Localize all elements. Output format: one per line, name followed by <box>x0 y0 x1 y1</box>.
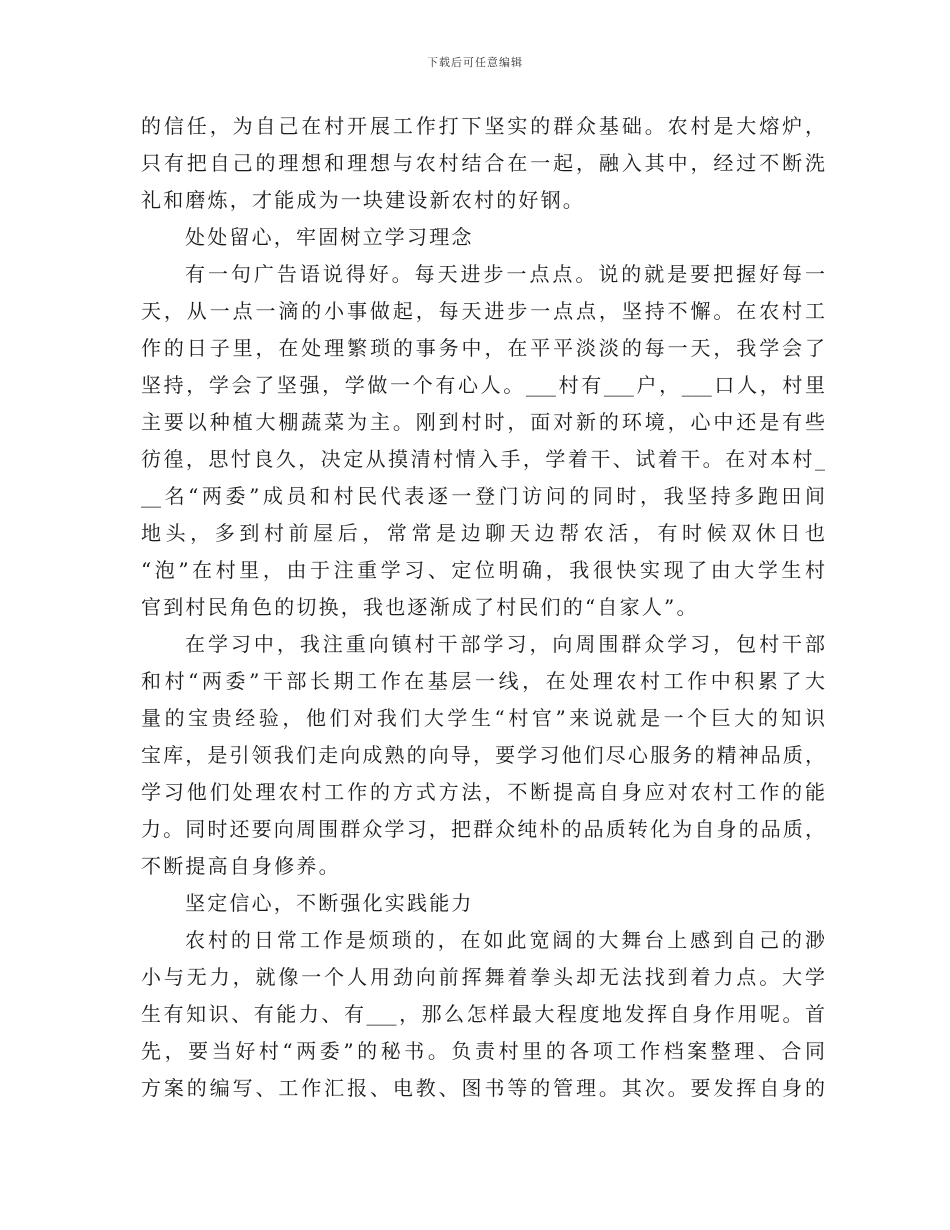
text-line: 坚持，学会了坚强，学做一个有心人。___村有___户，___口人，村里 <box>141 373 825 397</box>
text-line: __名“两委”成员和村民代表逐一登门访问的同时，我坚持多跑田间 <box>141 484 825 508</box>
text-line: 生有知识、有能力、有___，那么怎样最大程度地发挥自身作用呢。首 <box>141 1002 825 1026</box>
page-header-note: 下载后可任意编辑 <box>427 56 523 69</box>
text-line: 地头，多到村前屋后，常常是边聊天边帮农活，有时候双休日也 <box>141 521 825 545</box>
text-line: 作的日子里，在处理繁琐的事务中，在平平淡淡的每一天，我学会了 <box>141 336 825 360</box>
text-line: 和村“两委”干部长期工作在基层一线，在处理农村工作中积累了大 <box>141 669 825 693</box>
text-line: 官到村民角色的切换，我也逐渐成了村民们的“自家人”。 <box>141 595 699 619</box>
document-body <box>141 108 825 1107</box>
text-line: 的信任，为自己在村开展工作打下坚实的群众基础。农村是大熔炉， <box>141 114 825 138</box>
text-line: 主要以种植大棚蔬菜为主。刚到村时，面对新的环境，心中还是有些 <box>141 410 825 434</box>
text-line: 农村的日常工作是烦琐的，在如此宽阔的大舞台上感到自己的渺 <box>185 928 825 952</box>
text-line: “泡”在村里，由于注重学习、定位明确，我很快实现了由大学生村 <box>141 558 825 582</box>
text-line: 学习他们处理农村工作的方式方法，不断提高自身应对农村工作的能 <box>141 780 825 804</box>
text-line: 天，从一点一滴的小事做起，每天进步一点点，坚持不懈。在农村工 <box>141 299 825 323</box>
text-line: 力。同时还要向周围群众学习，把群众纯朴的品质转化为自身的品质， <box>141 817 825 841</box>
text-line: 彷徨，思忖良久，决定从摸清村情入手，学着干、试着干。在对本村_ <box>141 447 825 471</box>
text-line: 先，要当好村“两委”的秘书。负责村里的各项工作档案整理、合同 <box>141 1039 825 1063</box>
text-line: 宝库，是引领我们走向成熟的向导，要学习他们尽心服务的精神品质， <box>141 743 825 767</box>
text-line: 不断提高自身修养。 <box>141 854 341 878</box>
text-line: 有一句广告语说得好。每天进步一点点。说的就是要把握好每一 <box>185 262 825 286</box>
text-line: 在学习中，我注重向镇村干部学习，向周围群众学习，包村干部 <box>185 632 825 656</box>
text-line: 量的宝贵经验，他们对我们大学生“村官”来说就是一个巨大的知识 <box>141 706 825 730</box>
text-line: 方案的编写、工作汇报、电教、图书等的管理。其次。要发挥自身的 <box>141 1076 825 1100</box>
text-line: 处处留心，牢固树立学习理念 <box>185 225 474 249</box>
text-line: 只有把自己的理想和理想与农村结合在一起，融入其中，经过不断洗 <box>141 151 825 175</box>
text-line: 坚定信心，不断强化实践能力 <box>185 891 474 915</box>
text-line: 礼和磨炼，才能成为一块建设新农村的好钢。 <box>141 188 585 212</box>
text-line: 小与无力，就像一个人用劲向前挥舞着拳头却无法找到着力点。大学 <box>141 965 825 989</box>
